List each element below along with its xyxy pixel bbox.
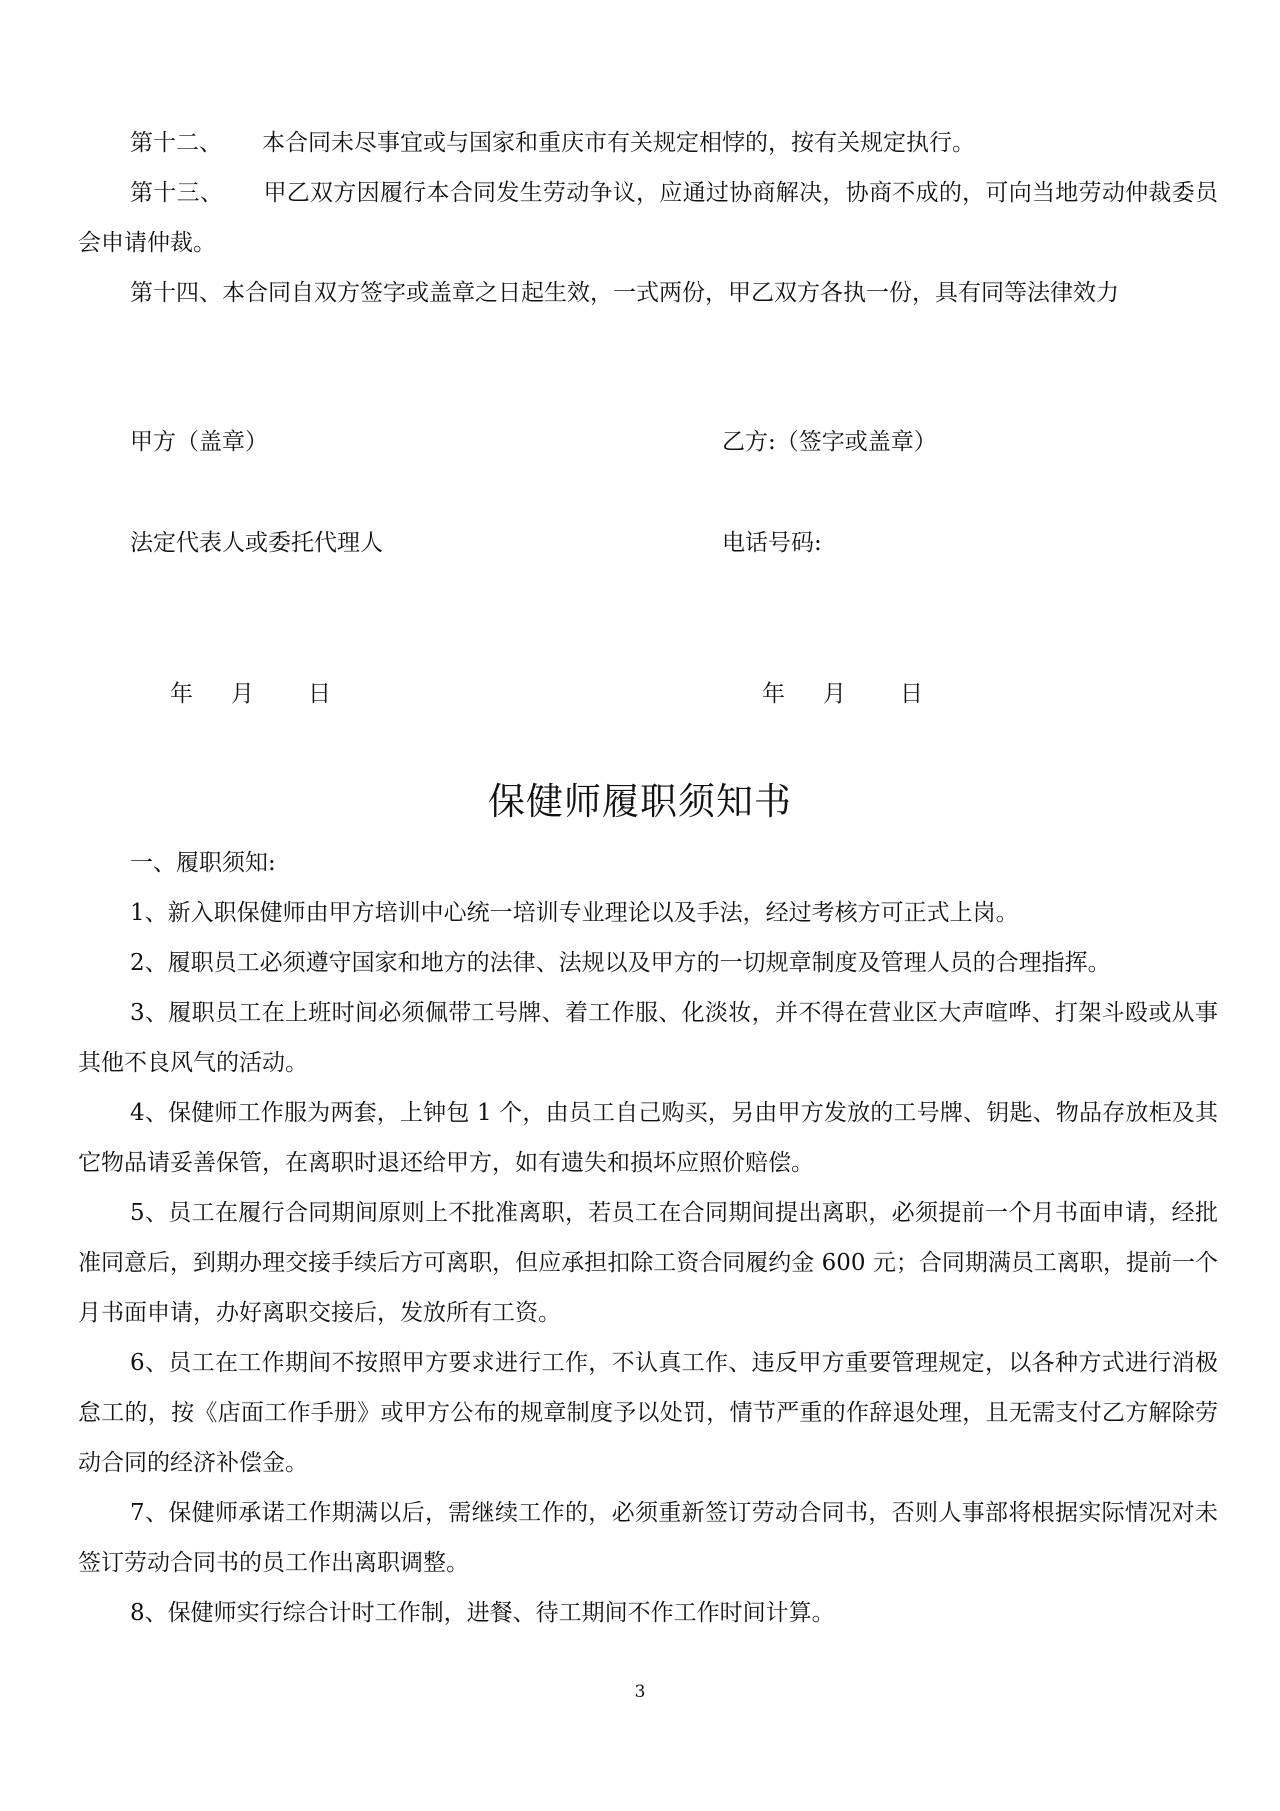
party-a-date xyxy=(170,679,331,709)
date-day: 日 xyxy=(308,681,331,707)
clause-14: 第十四、本合同自双方签字或盖章之日起生效，一式两份，甲乙双方各执一份，具有同等法律效力 xyxy=(130,280,1119,306)
date-year: 年 xyxy=(170,681,193,707)
clause-13 xyxy=(78,168,1218,268)
clause-13-text: 甲乙双方因履行本合同发生劳动争议，应通过协商解决，协商不成的，可向当地劳动仲裁委员会申请仲裁。 xyxy=(78,180,1219,256)
legal-rep-label: 法定代表人或委托代理人 xyxy=(130,530,383,556)
party-b-date xyxy=(762,679,923,709)
clause-12-number: 第十二、 xyxy=(130,130,222,156)
phone-label: 电话号码: xyxy=(722,530,822,556)
clause-12 xyxy=(78,118,1218,168)
notice-section-heading: 一、履职须知: xyxy=(130,850,276,876)
notice-item-2: 2、履职员工必须遵守国家和地方的法律、法规以及甲方的一切规章制度及管理人员的合理指挥。 xyxy=(130,950,1111,976)
date-day: 日 xyxy=(900,681,923,707)
party-b-sign-label: 乙方:（签字或盖章） xyxy=(722,429,937,455)
notice-item-4: 4、保健师工作服为两套，上钟包 1 个，由员工自己购买，另由甲方发放的工号牌、钥匙、物品存放柜及其它物品请妥善保管，在离职时退还给甲方，如有遗失和损坏应照价赔偿。 xyxy=(78,1100,1218,1176)
notice-item-1: 1、新入职保健师由甲方培训中心统一培训专业理论以及手法，经过考核方可正式上岗。 xyxy=(130,900,1019,926)
notice-item-6: 6、员工在工作期间不按照甲方要求进行工作，不认真工作、违反甲方重要管理规定，以各种方式进行消极怠工的，按《店面工作手册》或甲方公布的规章制度予以处罚，情节严重的作辞退处理，且无需支付乙方解除劳动合同的经济补偿金。 xyxy=(78,1350,1218,1476)
notice-item-7: 7、保健师承诺工作期满以后，需继续工作的，必须重新签订劳动合同书，否则人事部将根据实际情况对未签订劳动合同书的员工作出离职调整。 xyxy=(78,1500,1218,1576)
notice-title: 保健师履职须知书 xyxy=(488,780,792,823)
date-month: 月 xyxy=(231,681,254,707)
page-number: 3 xyxy=(634,1682,646,1702)
date-year: 年 xyxy=(762,681,785,707)
clause-12-text: 本合同未尽事宜或与国家和重庆市有关规定相悖的，按有关规定执行。 xyxy=(262,130,975,156)
date-month: 月 xyxy=(823,681,846,707)
notice-item-8: 8、保健师实行综合计时工作制，进餐、待工期间不作工作时间计算。 xyxy=(130,1600,835,1626)
clause-13-number: 第十三、 xyxy=(130,180,224,206)
notice-item-5: 5、员工在履行合同期间原则上不批准离职，若员工在合同期间提出离职，必须提前一个月书面申请，经批准同意后，到期办理交接手续后方可离职，但应承担扣除工资合同履约金 600 元；合同期满员工离职，提前一个月书面申请，办好离职交接后，发放所有工资。 xyxy=(78,1200,1218,1326)
party-a-seal-label: 甲方（盖章） xyxy=(130,429,268,455)
notice-item-3: 3、履职员工在上班时间必须佩带工号牌、着工作服、化淡妆，并不得在营业区大声喧哗、打架斗殴或从事其他不良风气的活动。 xyxy=(78,1000,1218,1076)
